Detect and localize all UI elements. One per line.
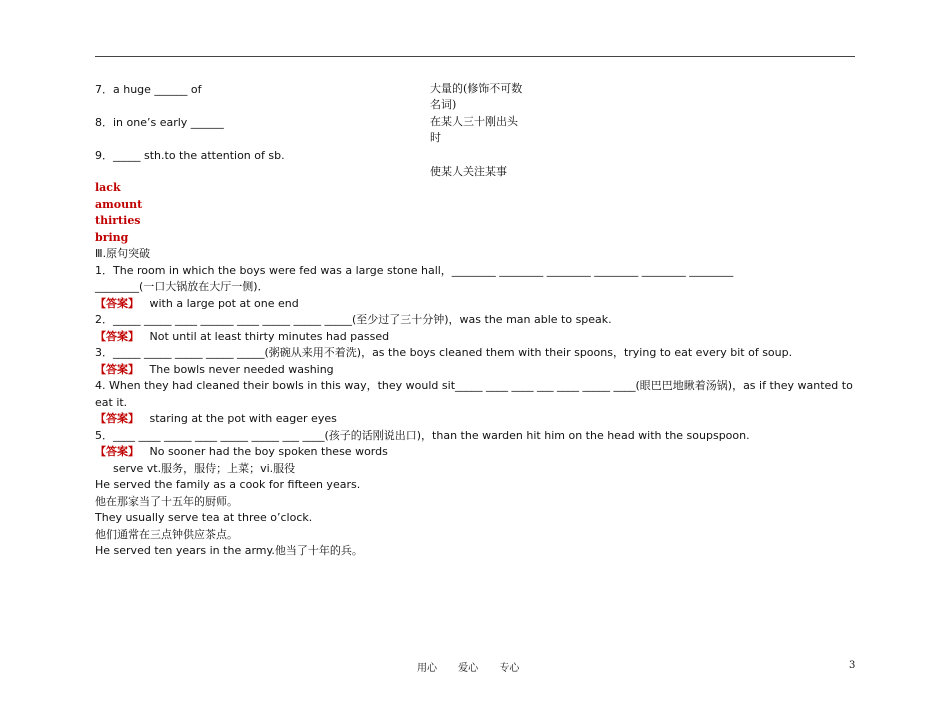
- sentence-3: 3．_____ _____ _____ _____ _____(粥碗从来用不着洗)，as the boys cleaned them with their spoons，trying to eat every bit of soup.: [95, 346, 793, 359]
- sentence-5: 5．____ ____ _____ ____ _____ _____ ___ ____(孩子的话刚说出口)，than the warden hit him on the head with the soupspoon.: [95, 429, 750, 442]
- answer-label: 【答案】: [95, 445, 139, 458]
- answer-row-3: [95, 363, 334, 377]
- sentence-4-cont: eat it.: [95, 396, 128, 409]
- vocab-meaning-7b: 名词): [430, 98, 457, 111]
- vocab-item-7: 7．a huge ______ of: [95, 83, 202, 96]
- serve-example-2: They usually serve tea at three o’clock.: [95, 511, 313, 524]
- answer-row-2: [95, 330, 389, 344]
- sentence-2: 2．_____ _____ ____ ______ ____ _____ _____ _____(至少过了三十分钟)，was the man able to speak.: [95, 313, 612, 326]
- answer-word: thirties: [95, 214, 141, 227]
- answer-row-5: [95, 445, 388, 459]
- serve-example-1: He served the family as a cook for fifteen years.: [95, 478, 361, 491]
- vocab-meaning-8a: 在某人三十刚出头: [430, 115, 518, 128]
- answer-label: 【答案】: [95, 412, 139, 425]
- sentence-1-cont: ________(一口大锅放在大厅一侧)．: [95, 280, 269, 293]
- answer-row-4: [95, 412, 337, 426]
- vocab-item-9: 9．_____ sth.to the attention of sb.: [95, 149, 285, 162]
- answer-word: lack: [95, 181, 121, 194]
- header-rule: [95, 56, 855, 57]
- answer-text: Not until at least thirty minutes had passed: [149, 330, 390, 343]
- answer-label: 【答案】: [95, 363, 139, 376]
- serve-example-3: He served ten years in the army.他当了十年的兵。: [95, 544, 363, 557]
- page-number: 3: [849, 660, 856, 671]
- vocab-meaning-9: 使某人关注某事: [430, 165, 507, 178]
- serve-example-2-cn: 他们通常在三点钟供应茶点。: [95, 528, 238, 541]
- answer-text: with a large pot at one end: [149, 297, 299, 310]
- sentence-4: 4. When they had cleaned their bowls in this way，they would sit_____ ____ ____ ___ ____ _____ ____(眼巴巴地瞅着汤锅)，as if they wanted to: [95, 379, 853, 392]
- answer-text: No sooner had the boy spoken these words: [149, 445, 388, 458]
- serve-definition: serve vt.服务，服侍；上菜；vi.服役: [113, 462, 296, 475]
- sentence-1: 1．The room in which the boys were fed was a large stone hall，________ ________ ________ ________ ________ ________: [95, 264, 734, 277]
- vocab-meaning-7a: 大量的(修饰不可数: [430, 82, 523, 95]
- vocab-meaning-8b: 时: [430, 131, 441, 144]
- section-title: Ⅲ.原句突破: [95, 247, 151, 260]
- answer-label: 【答案】: [95, 330, 139, 343]
- answer-label: 【答案】: [95, 297, 139, 310]
- vocab-item-8: 8．in one’s early ______: [95, 116, 224, 129]
- answer-word: amount: [95, 198, 143, 211]
- answer-word: bring: [95, 231, 129, 244]
- footer-text: 用心 爱心 专心: [417, 663, 520, 674]
- serve-example-1-cn: 他在那家当了十五年的厨师。: [95, 495, 238, 508]
- answer-text: staring at the pot with eager eyes: [149, 412, 337, 425]
- answer-row-1: [95, 297, 299, 311]
- answer-text: The bowls never needed washing: [149, 363, 334, 376]
